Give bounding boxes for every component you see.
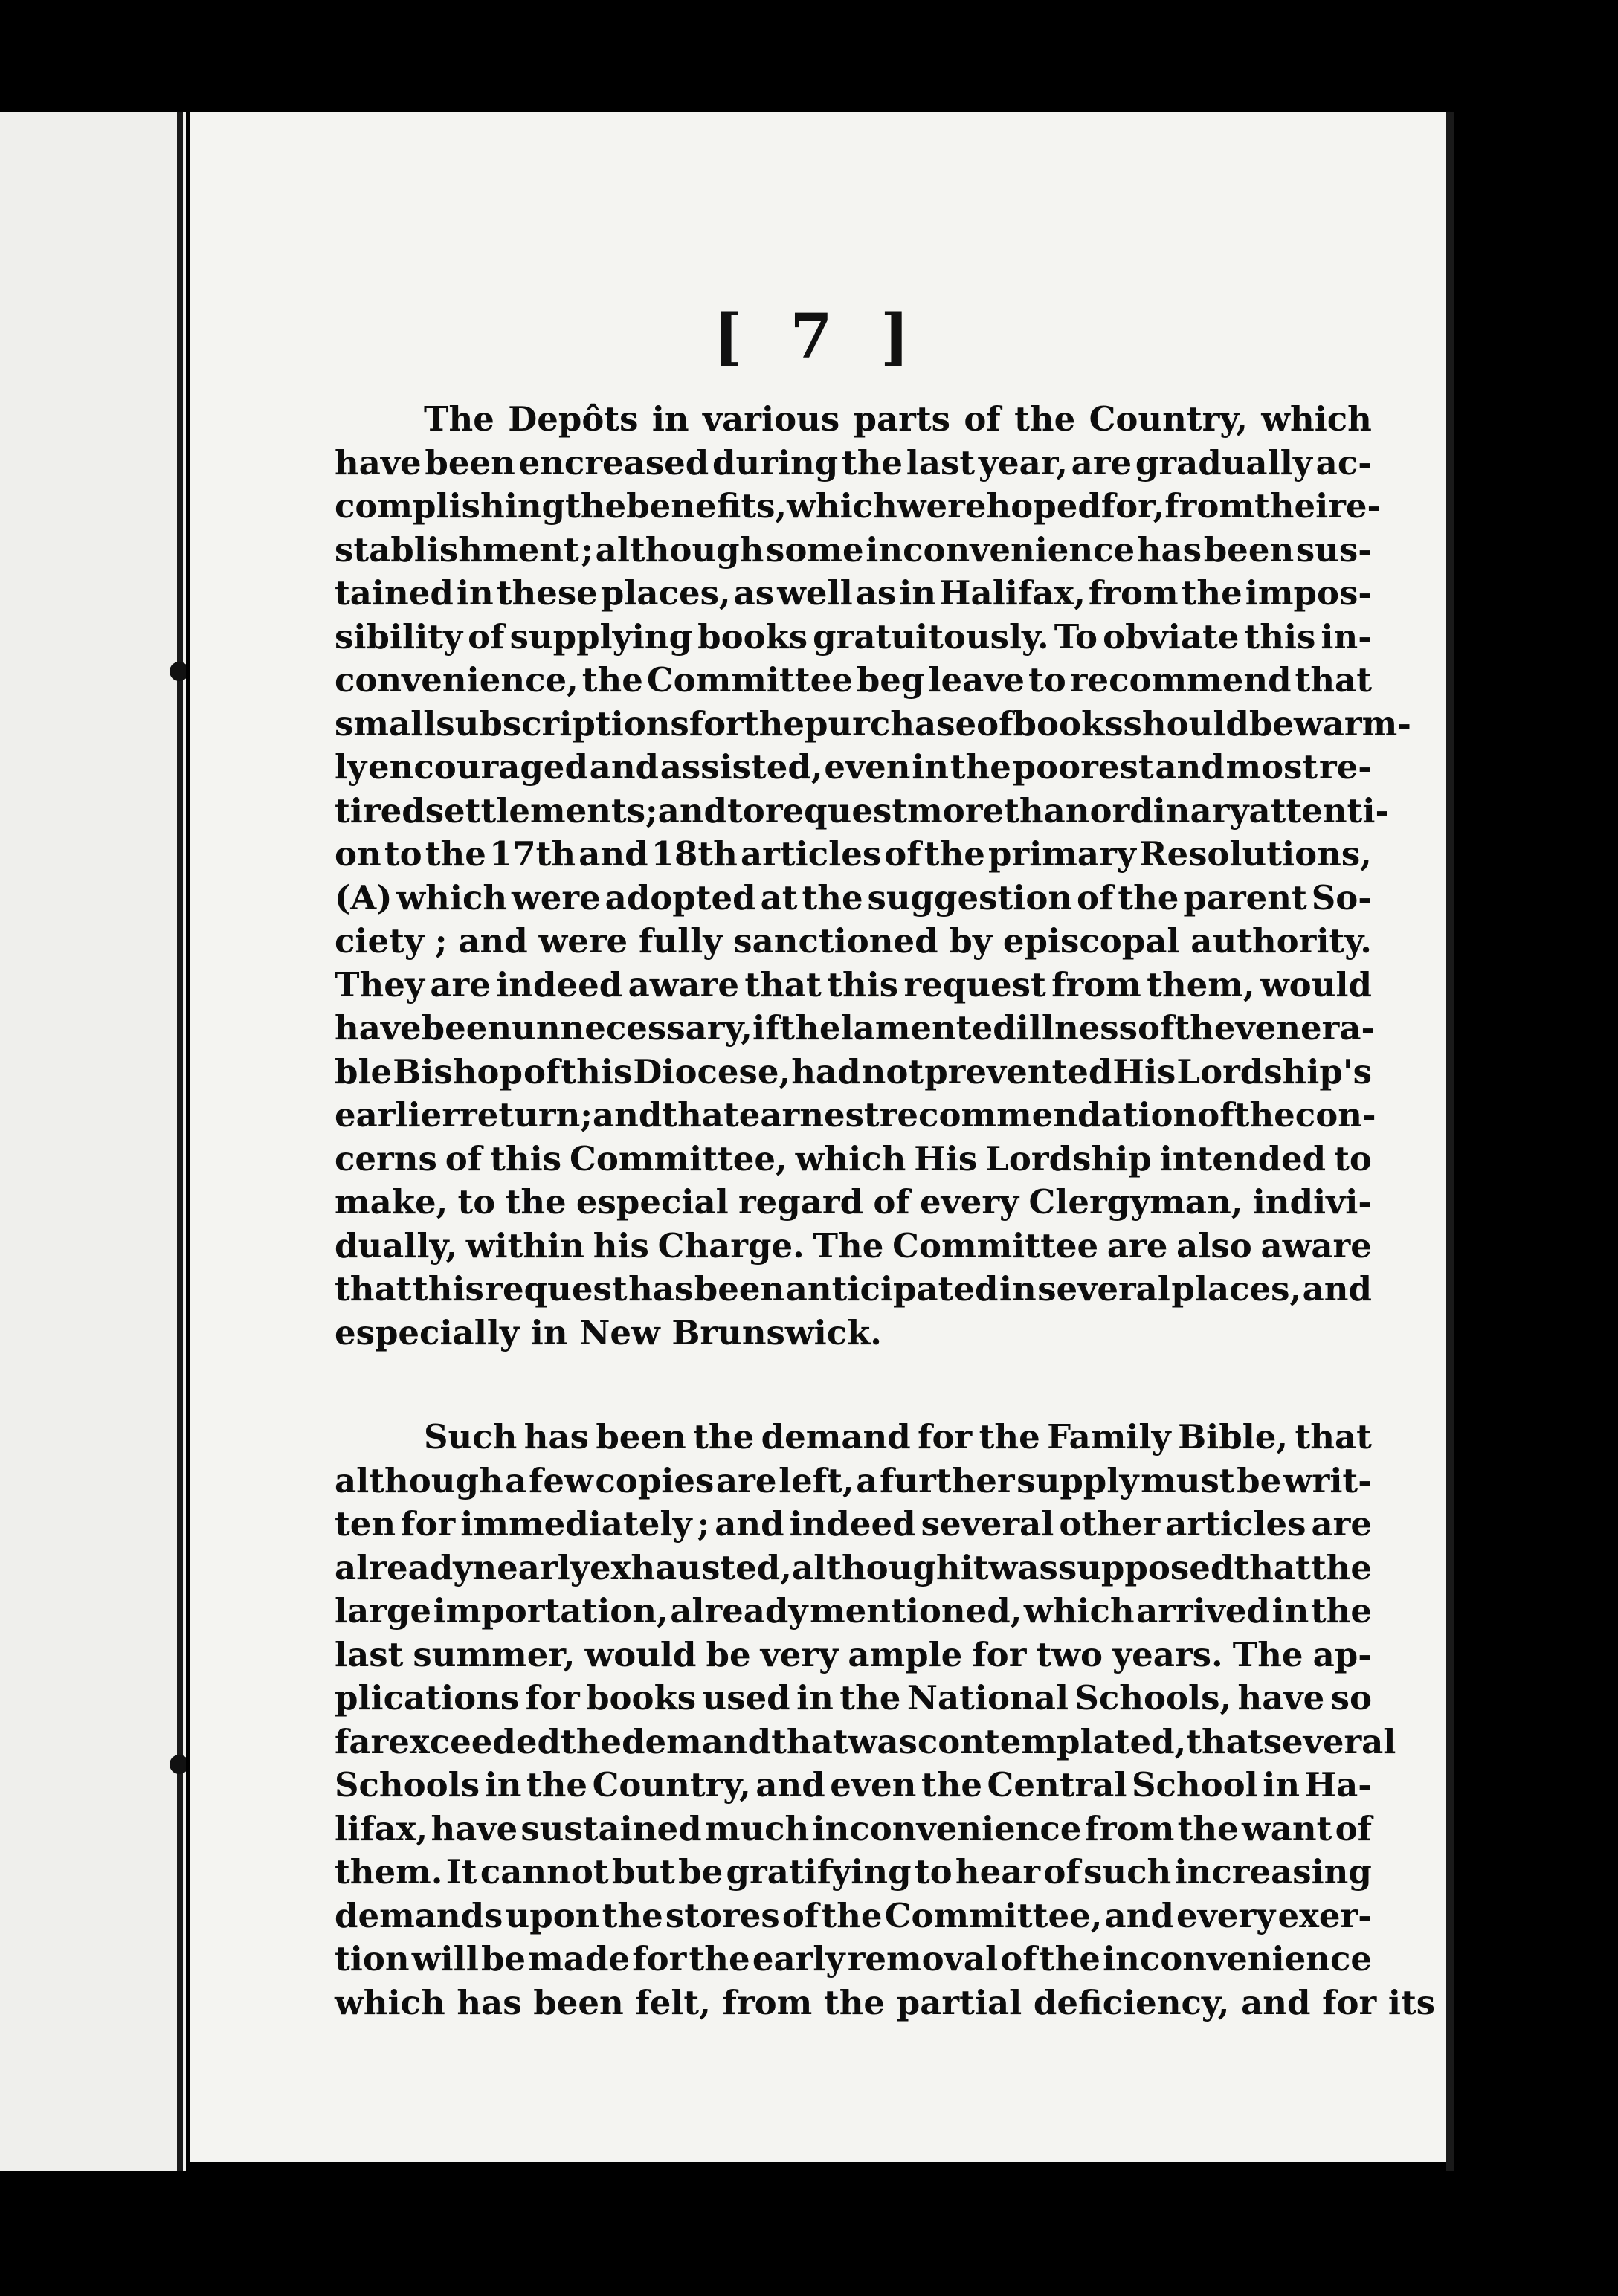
- text-line: ciety ; and were fully sanctioned by episcopal authority.: [335, 921, 1372, 961]
- text-line: make, to the especial regard of every Clergyman, indivi-: [335, 1182, 1372, 1222]
- text-line: convenience, the Committee beg leave to recommend that: [335, 660, 1372, 700]
- text-line: ly encouraged and assisted, even in the poorest and most re-: [335, 747, 1372, 787]
- page-number: [ 7 ]: [713, 301, 923, 373]
- text-line: tired settlements ; and to request more than ordinary attenti-: [335, 790, 1390, 831]
- text-line: although a few copies are left, a further supply must be writ-: [335, 1460, 1372, 1500]
- text-line: (A) which were adopted at the suggestion of the parent So-: [335, 877, 1372, 918]
- text-line: Schools in the Country, and even the Central School in Ha-: [335, 1765, 1372, 1805]
- text-line: especially in New Brunswick.: [335, 1312, 882, 1352]
- text-line: have been unnecessary, if the lamented illness of the venera-: [335, 1008, 1376, 1048]
- text-line: far exceeded the demand that was contemplated, that several: [335, 1721, 1396, 1761]
- text-line: stablishment ; although some inconvenience has been sus-: [335, 529, 1372, 570]
- text-line: large importation, already mentioned, which arrived in the: [335, 1591, 1372, 1631]
- text-line: tained in these places, as well as in Halifax, from the impos-: [335, 573, 1372, 613]
- text-line: plications for books used in the National Schools, have so: [335, 1678, 1372, 1718]
- text-line: on to the 17th and 18th articles of the primary Resolutions,: [335, 834, 1372, 874]
- text-line: already nearly exhausted, although it was supposed that the: [335, 1547, 1372, 1587]
- text-line: They are indeed aware that this request from them, would: [335, 964, 1372, 1004]
- text-line: ble Bishop of this Diocese, had not prevented His Lordship's: [335, 1051, 1372, 1091]
- text-line: which has been felt, from the partial deficiency, and for its: [335, 1982, 1436, 2022]
- text-line: that this request has been anticipated in several places, and: [335, 1269, 1372, 1309]
- text-line: ten for immediately ; and indeed several other articles are: [335, 1504, 1372, 1544]
- paragraph-depots: [335, 398, 1411, 1355]
- text-line: Such has been the demand for the Family Bible, that: [424, 1417, 1372, 1457]
- text-line: last summer, would be very ample for two years. The ap-: [335, 1634, 1372, 1674]
- text-line: earlier return ; and that earnest recommendation of the con-: [335, 1095, 1376, 1135]
- text-line: have been encreased during the last year, are gradually ac-: [335, 442, 1372, 483]
- paragraph-gap: [335, 1355, 1372, 1416]
- facing-page-edge: [0, 112, 186, 2171]
- binding-ornament-top: [170, 662, 186, 681]
- text-line: them. It cannot but be gratifying to hear of such increasing: [335, 1852, 1372, 1892]
- text-line: lifax, have sustained much inconvenience from the want of: [335, 1808, 1372, 1848]
- page-gutter-line: [177, 112, 183, 2171]
- page-right-edge: [1446, 112, 1454, 2171]
- text-line: The Depôts in various parts of the Country, which: [424, 399, 1372, 439]
- text-line: tion will be made for the early removal of the inconvenience: [335, 1939, 1372, 1979]
- text-line: complishing the benefits, which were hoped for, from their e-: [335, 486, 1382, 526]
- paragraph-family-bible: [335, 1416, 1436, 2025]
- text-line: dually, within his Charge. The Committee are also aware: [335, 1225, 1372, 1265]
- text-line: small subscriptions for the purchase of books should be warm-: [335, 703, 1411, 744]
- text-line: demands upon the stores of the Committee, and every exer-: [335, 1895, 1372, 1935]
- text-line: cerns of this Committee, which His Lordship intended to: [335, 1138, 1372, 1178]
- page-body: [335, 398, 1436, 2025]
- book-page: [190, 112, 1446, 2162]
- binding-ornament-bottom: [170, 1755, 186, 1774]
- text-line: sibility of supplying books gratuitously. To obviate this in-: [335, 616, 1372, 657]
